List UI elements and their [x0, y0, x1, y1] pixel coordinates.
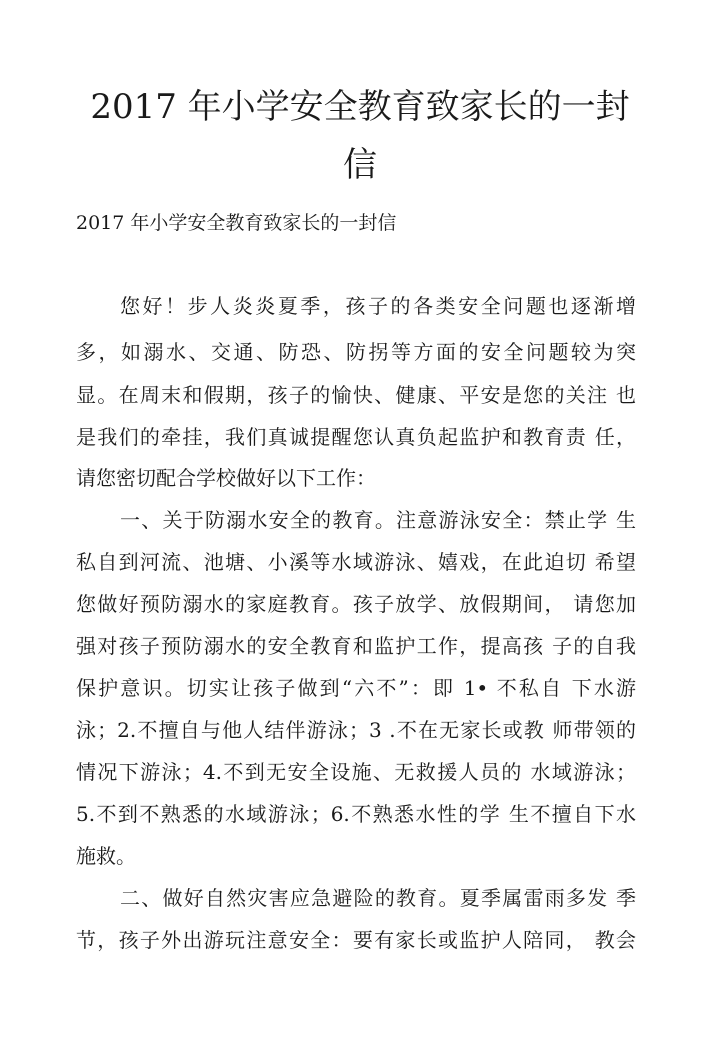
- paragraph-line: 显。在周末和假期，孩子的愉快、健康、平安是您的关注 也: [76, 383, 636, 407]
- paragraph-line: 私自到河流、池塘、小溪等水域游泳、嬉戏，在此迫切 希望: [76, 550, 636, 574]
- paragraph-line: 请您密切配合学校做好以下工作：: [76, 466, 376, 490]
- title-line-2: 信: [343, 145, 377, 185]
- paragraph-line: 是我们的牵挂，我们真诚提醒您认真负起监护和教育责 任，: [76, 425, 636, 449]
- paragraph-line: 5.不到不熟悉的水域游泳；6.不熟悉水性的学 生不擅自下水: [76, 802, 636, 826]
- title-line-1: 2017 年小学安全教育致家长的一封: [90, 87, 630, 127]
- paragraph-line: 二、做好自然灾害应急避险的教育。夏季属雷雨多发 季: [120, 886, 636, 910]
- paragraph-line: 节，孩子外出游玩注意安全：要有家长或监护人陪同， 教会: [76, 928, 636, 952]
- document-subtitle: 2017 年小学安全教育致家长的一封信: [76, 212, 397, 234]
- paragraph-line: 您好！步人炎炎夏季，孩子的各类安全问题也逐渐增: [120, 294, 636, 318]
- paragraph-line: 保护意识。切实让孩子做到“六不”：即 1• 不私自 下水游: [76, 676, 636, 700]
- paragraph-line: 一、关于防溺水安全的教育。注意游泳安全：禁止学 生: [120, 508, 636, 532]
- paragraph-line: 泳；2.不擅自与他人结伴游泳；3 .不在无家长或教 师带领的: [76, 718, 636, 742]
- paragraph-line: 多，如溺水、交通、防恐、防拐等方面的安全问题较为突: [76, 340, 636, 364]
- paragraph-line: 您做好预防溺水的家庭教育。孩子放学、放假期间， 请您加: [76, 592, 636, 616]
- document-title: [60, 78, 660, 194]
- paragraph-line: 施救。: [76, 844, 136, 868]
- paragraph-line: 情况下游泳；4.不到无安全设施、无救援人员的 水域游泳；: [76, 760, 636, 784]
- paragraph-line: 强对孩子预防溺水的安全教育和监护工作，提高孩 子的自我: [76, 634, 636, 658]
